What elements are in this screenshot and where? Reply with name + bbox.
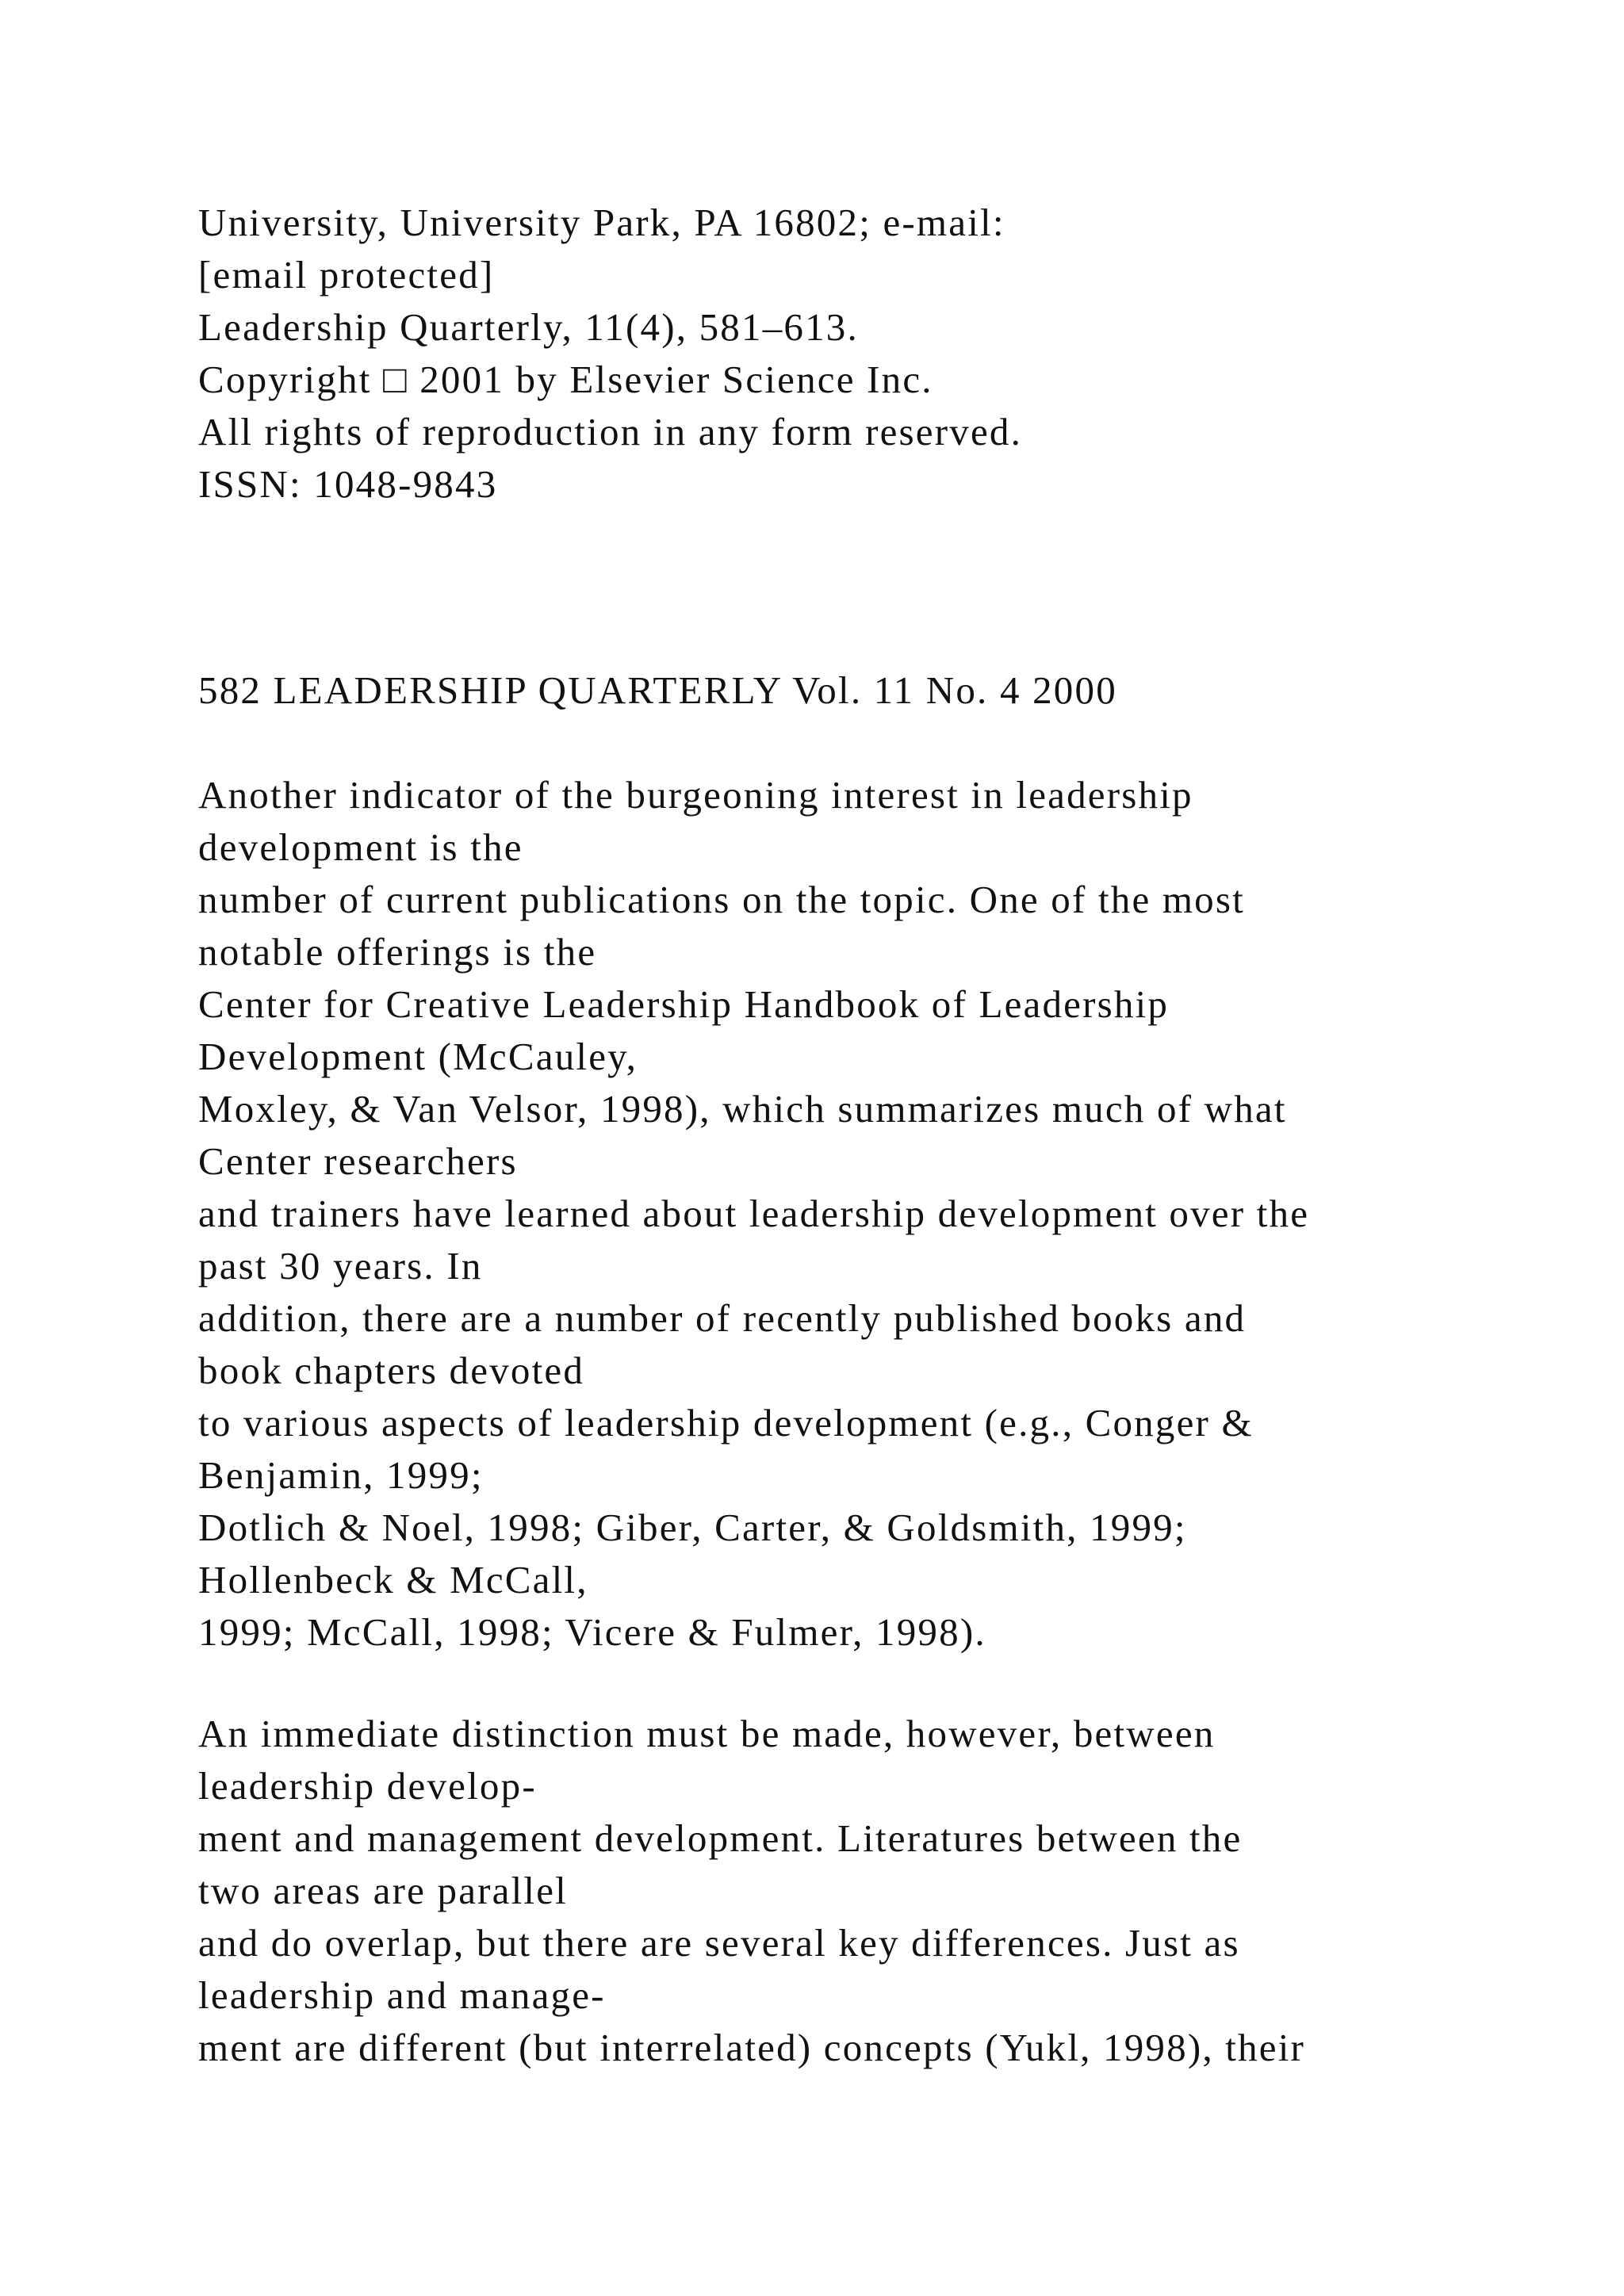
paragraph-line: Center for Creative Leadership Handbook of Leadership <box>198 982 1170 1026</box>
paragraph-line: Dotlich & Noel, 1998; Giber, Carter, & Goldsmith, 1999; <box>198 1506 1187 1549</box>
paragraph-line: addition, there are a number of recently published books and <box>198 1296 1247 1340</box>
paragraph-line: Hollenbeck & McCall, <box>198 1558 588 1601</box>
paragraph-line: notable offerings is the <box>198 930 597 974</box>
paragraph-line: past 30 years. In <box>198 1244 483 1288</box>
author-note-block <box>198 197 1546 511</box>
paragraph-line: Center researchers <box>198 1139 518 1183</box>
paragraph-line: leadership and manage- <box>198 1973 606 2017</box>
paragraph-line: Moxley, & Van Velsor, 1998), which summarizes much of what <box>198 1087 1287 1131</box>
author-note-line: University, University Park, PA 16802; e-mail: <box>198 201 1005 244</box>
paragraph-line: 1999; McCall, 1998; Vicere & Fulmer, 1998). <box>198 1610 986 1654</box>
paragraph-line: development is the <box>198 825 523 869</box>
paragraph-line: and trainers have learned about leadership development over the <box>198 1192 1310 1235</box>
running-head <box>198 664 1546 717</box>
author-note-line: [email protected] <box>198 253 495 297</box>
paragraph-line: number of current publications on the topic. One of the most <box>198 878 1245 921</box>
paragraph-2 <box>198 1708 1546 2074</box>
running-head-text: 582 LEADERSHIP QUARTERLY Vol. 11 No. 4 2000 <box>198 668 1117 712</box>
paragraph-line: two areas are parallel <box>198 1869 569 1912</box>
paragraph-line: and do overlap, but there are several key differences. Just as <box>198 1921 1240 1965</box>
paragraph-line: ment are different (but interrelated) concepts (Yukl, 1998), their <box>198 2026 1306 2069</box>
author-note-line: ISSN: 1048-9843 <box>198 462 498 506</box>
paragraph-1 <box>198 769 1546 1659</box>
author-note-line: Copyright □ 2001 by Elsevier Science Inc. <box>198 358 933 401</box>
author-note-line: Leadership Quarterly, 11(4), 581–613. <box>198 305 859 349</box>
paragraph-line: An immediate distinction must be made, however, between <box>198 1712 1216 1755</box>
paragraph-line: leadership develop- <box>198 1764 537 1808</box>
paragraph-line: book chapters devoted <box>198 1349 585 1392</box>
paragraph-line: Benjamin, 1999; <box>198 1453 484 1497</box>
author-note-line: All rights of reproduction in any form reserved. <box>198 410 1023 453</box>
paragraph-line: Another indicator of the burgeoning interest in leadership <box>198 773 1193 817</box>
paragraph-line: to various aspects of leadership development (e.g., Conger & <box>198 1401 1254 1445</box>
paragraph-line: ment and management development. Literatures between the <box>198 1816 1243 1860</box>
paragraph-line: Development (McCauley, <box>198 1035 638 1078</box>
